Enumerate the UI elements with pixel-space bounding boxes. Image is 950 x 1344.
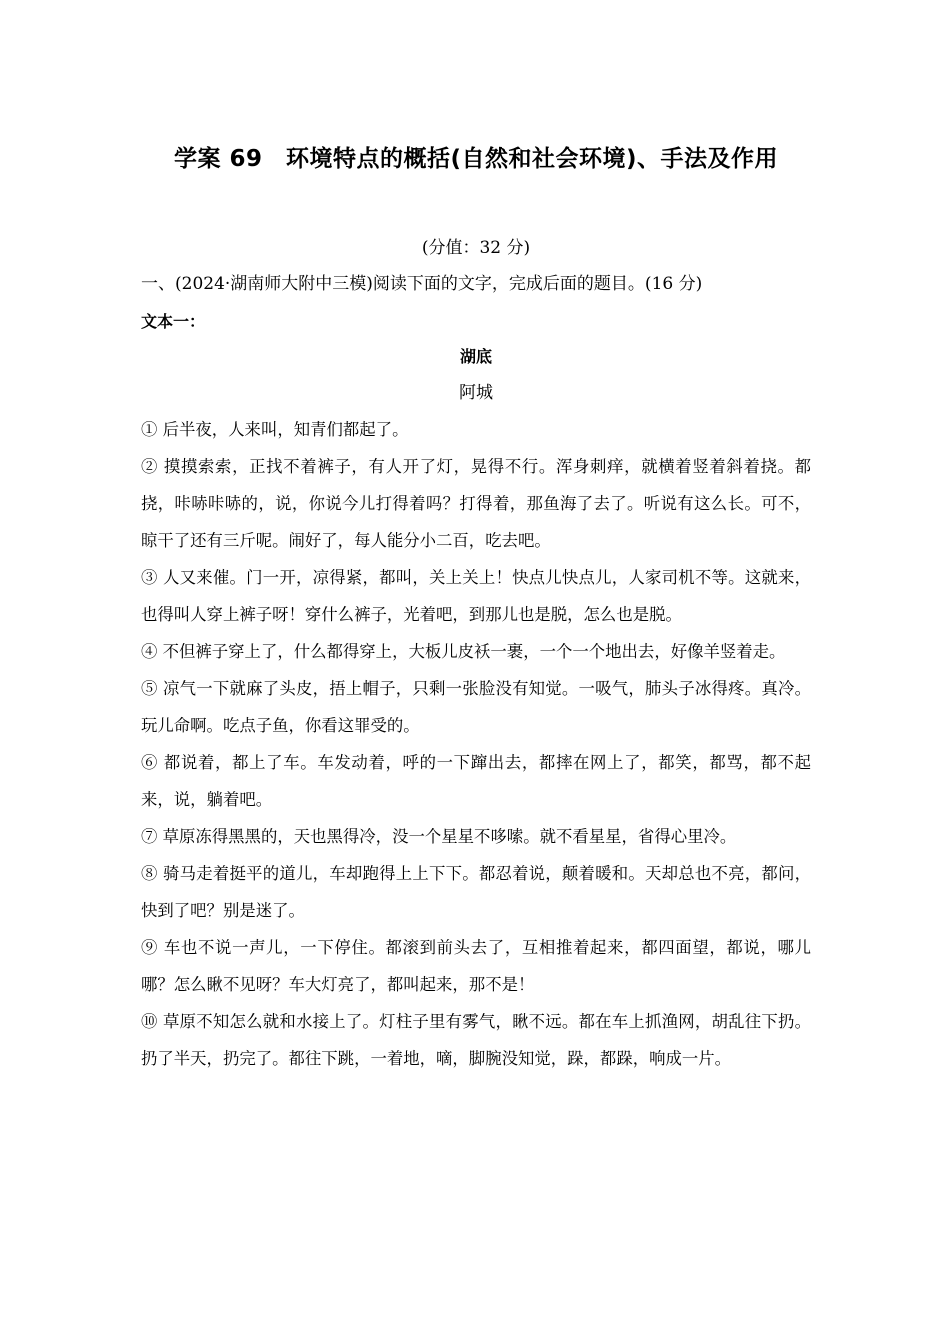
text-label: 文本一： bbox=[141, 312, 206, 331]
paragraph-7: ⑦ 草原冻得黑黑的，天也黑得冷，没一个星星不哆嗦。就不看星星，省得心里冷。 bbox=[141, 827, 737, 846]
score-info: (分值：32 分) bbox=[421, 238, 531, 258]
paragraph-4: ④ 不但裤子穿上了，什么都得穿上，大板儿皮袄一裹，一个一个地出去，好像羊竖着走。 bbox=[141, 642, 786, 661]
story-body bbox=[141, 411, 811, 1077]
paragraph-9: ⑨ 车也不说一声儿，一下停住。都滚到前头去了，互相推着起来，都四面望，都说，哪儿哪？怎么瞅不见呀？车大灯亮了，都叫起来，那不是！ bbox=[141, 938, 811, 994]
paragraph-1: ① 后半夜，人来叫，知青们都起了。 bbox=[141, 420, 409, 439]
paragraph-2: ② 摸摸索索，正找不着裤子，有人开了灯，晃得不行。浑身刺痒，就横着竖着斜着挠。都挠，咔哧咔哧的，说，你说今儿打得着吗？打得着，那鱼海了去了。听说有这么长。可不，晾干了还有三斤呢。闹好了，每人能分小二百，吃去吧。 bbox=[141, 457, 811, 550]
question-prompt: 一、(2024·湖南师大附中三模)阅读下面的文字，完成后面的题目。(16 分) bbox=[141, 274, 703, 294]
paragraph-8: ⑧ 骑马走着挺平的道儿，车却跑得上上下下。都忍着说，颠着暖和。天却总也不亮，都问，快到了吧？别是迷了。 bbox=[141, 864, 811, 920]
paragraph-5: ⑤ 凉气一下就麻了头皮，捂上帽子，只剩一张脸没有知觉。一吸气，肺头子冰得疼。真冷。玩儿命啊。吃点子鱼，你看这罪受的。 bbox=[141, 679, 811, 735]
story-title: 湖底 bbox=[459, 347, 492, 366]
paragraph-10: ⑩ 草原不知怎么就和水接上了。灯柱子里有雾气，瞅不远。都在车上抓渔网，胡乱往下扔。扔了半天，扔完了。都往下跳，一着地，嘀，脚腕没知觉，跺，都跺，响成一片。 bbox=[141, 1012, 811, 1068]
story-author: 阿城 bbox=[459, 383, 493, 403]
paragraph-3: ③ 人又来催。门一开，凉得紧，都叫，关上关上！快点儿快点儿，人家司机不等。这就来，也得叫人穿上裤子呀！穿什么裤子，光着吧，到那儿也是脱，怎么也是脱。 bbox=[141, 568, 811, 624]
paragraph-6: ⑥ 都说着，都上了车。车发动着，呼的一下蹿出去，都摔在网上了，都笑，都骂，都不起来，说，躺着吧。 bbox=[141, 753, 811, 809]
document-title: 学案 69 环境特点的概括(自然和社会环境)、手法及作用 bbox=[173, 146, 779, 172]
